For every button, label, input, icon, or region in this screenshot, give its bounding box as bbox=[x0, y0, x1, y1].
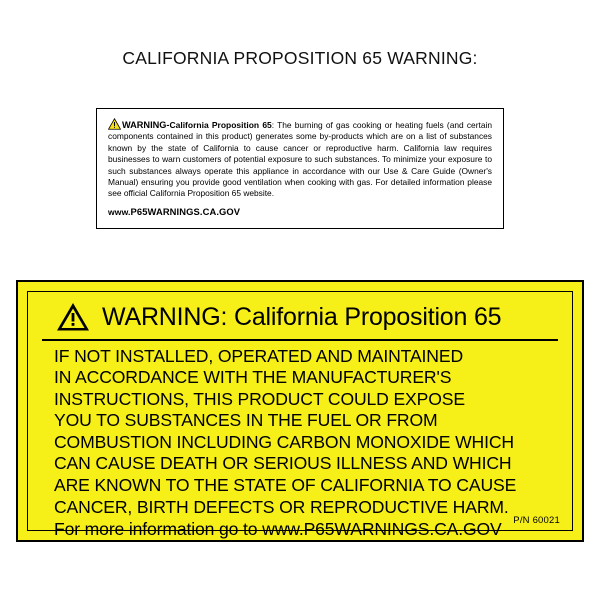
body-line: IN ACCORDANCE WITH THE MANUFACTURER'S bbox=[54, 367, 452, 388]
yellow-warning-title-row bbox=[40, 302, 560, 332]
small-warning-label bbox=[96, 108, 504, 229]
more-information-line: For more information go to www.P65WARNINGS.CA.GOV bbox=[54, 519, 502, 540]
yellow-warning-title: WARNING: California Proposition 65 bbox=[102, 303, 502, 331]
small-warning-url bbox=[108, 206, 492, 218]
yellow-warning-inner-border bbox=[27, 291, 573, 540]
body-line: COMBUSTION INCLUDING CARBON MONOXIDE WHICH bbox=[54, 431, 514, 452]
body-line: ARE KNOWN TO THE STATE OF CALIFORNIA TO CAUSE bbox=[54, 475, 517, 496]
body-line: INSTRUCTIONS, THIS PRODUCT COULD EXPOSE bbox=[54, 388, 465, 409]
page-title: CALIFORNIA PROPOSITION 65 WARNING: bbox=[122, 48, 478, 68]
yellow-warning-body bbox=[40, 346, 560, 541]
small-warning-prop: California Proposition 65 bbox=[169, 120, 272, 130]
warning-triangle-icon bbox=[108, 118, 121, 130]
divider bbox=[42, 339, 558, 341]
small-warning-text bbox=[108, 118, 492, 218]
yellow-warning-label bbox=[16, 280, 584, 542]
url-www-prefix: www. bbox=[108, 206, 131, 217]
body-line: IF NOT INSTALLED, OPERATED AND MAINTAINED bbox=[54, 345, 463, 366]
body-line: CAN CAUSE DEATH OR SERIOUS ILLNESS AND WHICH bbox=[54, 453, 512, 474]
warning-triangle-icon bbox=[56, 302, 90, 332]
small-warning-paragraph: : The burning of gas cooking or heating fuels (and certain components contained in this product) generates some by-products which are on a list of substances known by the state of California to cause cancer or reproductive harm. California law requires businesses to warn customers of potential exposure to such substances. To minimize your exposure to such substances always operate this appliance in accordance with our Use & Care Guide (Owner's Manual) ensuring you provide good ventilation when cooking with gas. For detailed information please see official California Proposition 65 website. bbox=[108, 120, 492, 199]
small-warning-lead: WARNING- bbox=[122, 120, 170, 130]
body-line: CANCER, BIRTH DEFECTS OR REPRODUCTIVE HARM. bbox=[54, 496, 509, 517]
url-domain: P65WARNINGS.CA.GOV bbox=[130, 205, 241, 217]
body-line: YOU TO SUBSTANCES IN THE FUEL OR FROM bbox=[54, 410, 438, 431]
part-number: P/N 60021 bbox=[513, 515, 560, 526]
